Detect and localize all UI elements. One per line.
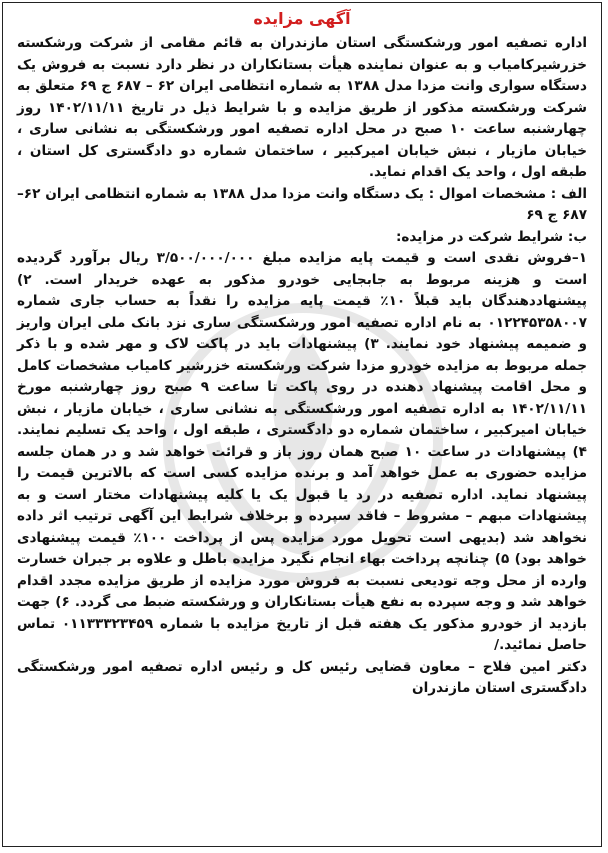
intro-paragraph: اداره تصفیه امور ورشکستگی استان مازندران به قائم مقامی از شرکت ورشکسته خزرشیرکامیاب و به عنوان نماینده هیأت بستانکاران در نظر دارد نسبت به فروش یک دستگاه سواری وانت مزدا مدل ۱۳۸۸ به شماره انتظامی ایران ۶۲ – ۶۸۷ ج ۶۹ متعلق به شرکت ورشکسته مذکور از طریق مزایده و با شرایط ذیل در تاریخ ۱۴۰۲/۱۱/۱۱ روز چهارشنبه ساعت ۱۰ صبح در محل اداره تصفیه امور ورشکستگی به نشانی ساری ، خیابان مازیار ، نبش خیابان امیرکبیر ، ساختمان شماره دو دادگستری کل استان ، طبقه اول ، واحد یک اقدام نماید.	[17, 35, 587, 180]
page-title: آگهی مزایده	[253, 9, 351, 28]
signature-paragraph: دکتر امین فلاح – معاون قضایی رئیس کل و رئیس اداره تصفیه امور ورشکستگی دادگستری استان مازندران	[17, 658, 587, 696]
announcement-frame	[2, 2, 602, 847]
section-b-heading: ب: شرایط شرکت در مزایده:	[395, 228, 587, 245]
conditions-paragraph: ۱–فروش نقدی است و قیمت پایه مزایده مبلغ ۳/۵۰۰/۰۰۰/۰۰۰ ریال برآورد گردیده است و هزینه مربوط به جابجایی خودرو مذکور به عهده خریدار است. ۲) پیشنهاددهندگان باید قبلاً ۱۰٪ قیمت پایه مزایده را نقداً به حساب جاری شماره ۰۱۲۲۴۵۳۵۸۰۰۷ به نام اداره تصفیه امور ورشکستگی ساری نزد بانک ملی ایران واریز و ضمیمه پیشنهاد خود نمایند. ۳) پیشنهادات باید در پاکت لاک و مهر شده و با ذکر جمله مربوط به مزایده خودرو مزدا شرکت ورشکسته خزرشیر کامیاب مشخصات کامل و محل اقامت پیشنهاد دهنده در روی پاکت تا ساعت ۹ صبح روز چهارشنبه مورخ ۱۴۰۲/۱۱/۱۱ به اداره تصفیه امور ورشکستگی به نشانی ساری ، خیابان مازیار ، نبش خیابان امیرکبیر ، ساختمان شماره دو دادگستری ، طبقه اول ، واحد یک تسلیم نمایند. ۴) پیشنهادات در ساعت ۱۰ صبح همان روز باز و قرائت خواهد شد و در همان جلسه مزایده حضوری به عمل خواهد آمد و برنده مزایده کسی است که بالاترین قیمت را پیشنهاد نماید. اداره تصفیه در رد یا قبول یک یا کلیه پیشنهادات مختار است و به پیشنهادات مبهم – مشروط – فاقد سپرده و برخلاف شرایط این آگهی ترتیب اثر داده نخواهد شد (بدیهی است تحویل مورد مزایده پس از پرداخت ۱۰۰٪ قیمت پیشنهادی خواهد بود) ۵) چنانچه پرداخت بهاء انجام نگیرد مزایده باطل و علاوه بر جبران خسارت وارده از محل وجه تودیعی نسبت به فروش مورد مزایده از طریق مزایده مجدد اقدام خواهد شد و وجه سپرده به نفع هیأت بستانکاران و ورشکسته ضبط می گردد. ۶) جهت بازدید از خودرو مذکور یک هفته قبل از تاریخ مزایده با شماره ۰۱۱۳۳۳۲۳۴۵۹ تماس حاصل نمائید./	[17, 250, 588, 653]
section-a-paragraph: الف : مشخصات اموال : یک دستگاه وانت مزدا مدل ۱۳۸۸ به شماره انتظامی ایران ۶۲– ۶۸۷ ج ۶۹	[17, 185, 587, 223]
announcement-body	[17, 33, 587, 700]
